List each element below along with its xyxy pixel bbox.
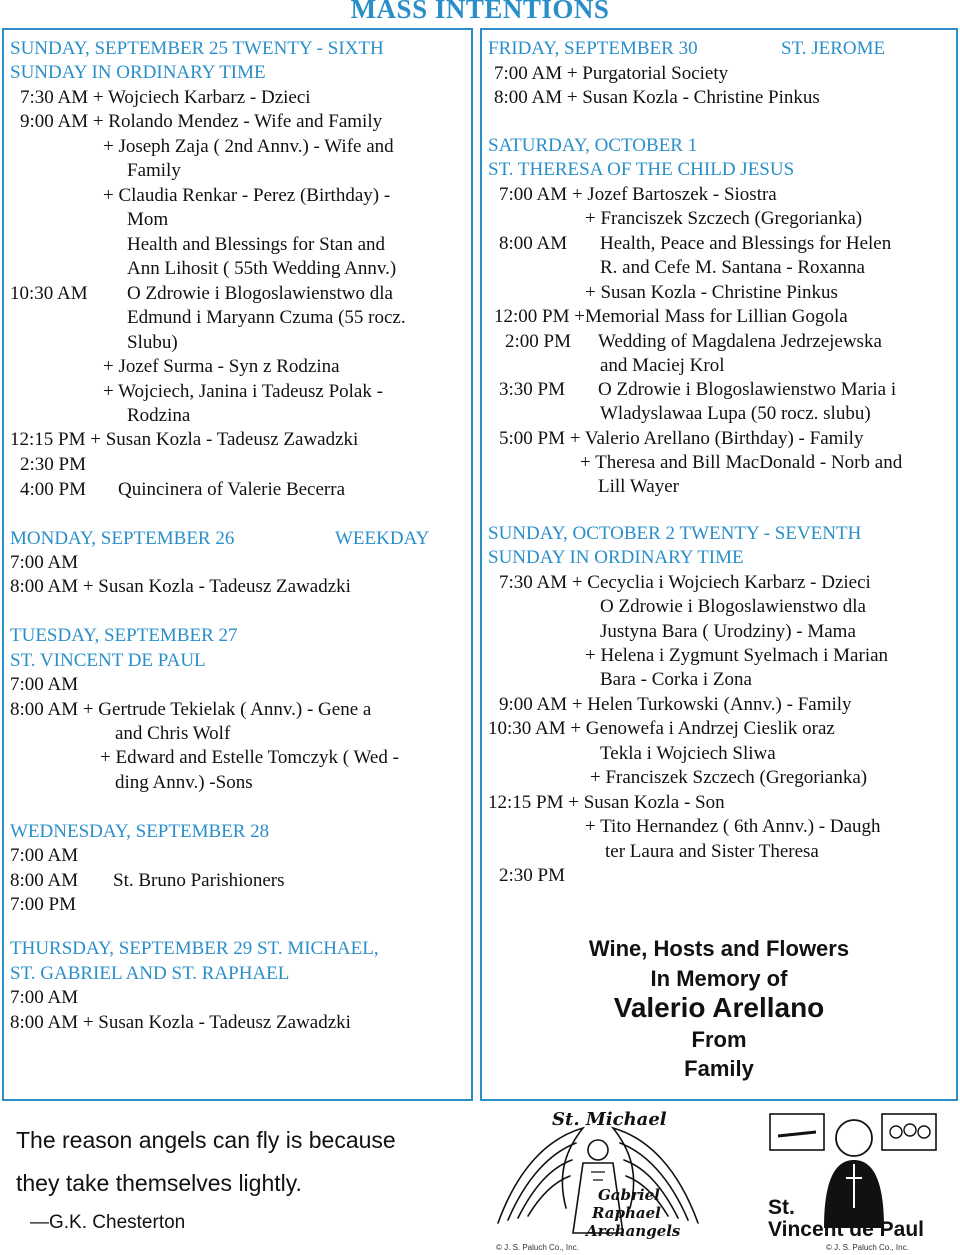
mass-line: Wladyslawaa Lupa (50 rocz. slubu) — [600, 403, 871, 424]
mass-line: O Zdrowie i Blogoslawienstwo dla — [127, 283, 393, 304]
angel-head-icon — [588, 1140, 608, 1160]
mass-line: and Chris Wolf — [115, 723, 231, 744]
mass-line: + Helena i Zygmunt Syelmach i Marian — [585, 645, 889, 666]
quote-author: —G.K. Chesterton — [30, 1212, 186, 1233]
mass-line: Edmund i Maryann Czuma (55 rocz. — [127, 307, 406, 328]
dedication-line: From — [691, 1027, 747, 1052]
copyright-text: © J. S. Paluch Co., Inc. — [496, 1243, 579, 1252]
dedication-line: Wine, Hosts and Flowers — [588, 936, 850, 961]
mass-line: 7:30 AM + Wojciech Karbarz - Dzieci — [20, 87, 311, 108]
day-heading: THURSDAY, SEPTEMBER 29 ST. MICHAEL, — [10, 938, 379, 959]
clipart-label: Archangels — [586, 1222, 681, 1240]
day-heading: FRIDAY, SEPTEMBER 30 — [488, 38, 698, 59]
mass-line: O Zdrowie i Blogoslawienstwo dla — [600, 596, 866, 617]
mass-time: 4:00 PM — [20, 479, 86, 500]
mass-line: + Jozef Surma - Syn z Rodzina — [103, 356, 340, 377]
mass-line: 7:00 AM + Jozef Bartoszek - Siostra — [499, 184, 777, 205]
dedication-line: Family — [684, 1056, 754, 1081]
mass-line: 8:00 AM + Susan Kozla - Tadeusz Zawadzki — [10, 1012, 351, 1033]
mass-line: 7:00 AM + Purgatorial Society — [494, 63, 729, 84]
dedication-name: Valerio Arellano — [613, 992, 825, 1023]
mass-line: O Zdrowie i Blogoslawienstwo Maria i — [598, 379, 897, 400]
day-heading: ST. GABRIEL AND ST. RAPHAEL — [10, 963, 290, 984]
mass-line: 12:15 PM + Susan Kozla - Son — [488, 792, 725, 813]
mass-line: Slubu) — [127, 332, 178, 353]
day-heading: SUNDAY, SEPTEMBER 25 TWENTY - SIXTH — [10, 38, 384, 59]
mass-line: Health, Peace and Blessings for Helen — [600, 233, 892, 254]
mass-line: Ann Lihosit ( 55th Wedding Annv.) — [127, 258, 397, 279]
day-heading: ST. VINCENT DE PAUL — [10, 650, 206, 671]
clipart-label: Vincent de Paul — [768, 1218, 924, 1241]
mass-time: 2:00 PM — [505, 331, 571, 352]
mass-line: + Susan Kozla - Christine Pinkus — [585, 282, 838, 303]
mass-time: 7:00 AM — [10, 845, 79, 866]
mass-line: ding Annv.) -Sons — [115, 772, 253, 793]
mass-line: + Franciszek Szczech (Gregorianka) — [585, 208, 863, 229]
saint-head-icon — [836, 1120, 872, 1156]
clipart-label: St. — [768, 1196, 795, 1219]
mass-line: 5:00 PM + Valerio Arellano (Birthday) - Family — [499, 428, 864, 449]
day-heading: SUNDAY IN ORDINARY TIME — [10, 62, 266, 83]
mass-line: Tekla i Wojciech Sliwa — [600, 743, 776, 764]
mass-line: Health and Blessings for Stan and — [127, 234, 386, 255]
mass-time: 8:00 AM — [499, 233, 568, 254]
dedication-line: In Memory of — [650, 966, 788, 991]
clipart-label: Gabriel — [598, 1186, 660, 1204]
mass-line: 12:15 PM + Susan Kozla - Tadeusz Zawadzki — [10, 429, 359, 450]
mass-time: 7:00 AM — [10, 987, 79, 1008]
mass-line: Lill Wayer — [598, 476, 679, 497]
mass-line: 8:00 AM + Susan Kozla - Christine Pinkus — [494, 87, 820, 108]
mass-line: 8:00 AM + Susan Kozla - Tadeusz Zawadzki — [10, 576, 351, 597]
mass-line: + Joseph Zaja ( 2nd Annv.) - Wife and — [103, 136, 394, 157]
mass-line: 7:30 AM + Cecyclia i Wojciech Karbarz - Dzieci — [499, 572, 871, 593]
mass-time: 7:00 PM — [10, 894, 76, 915]
mass-line: St. Bruno Parishioners — [113, 870, 285, 891]
mass-line: 10:30 AM + Genowefa i Andrzej Cieslik oraz — [488, 718, 835, 739]
mass-time: 7:00 AM — [10, 674, 79, 695]
mass-line: + Edward and Estelle Tomczyk ( Wed - — [100, 747, 399, 768]
mass-line: Bara - Corka i Zona — [600, 669, 752, 690]
quote-line: The reason angels can fly is because — [16, 1127, 396, 1153]
mass-line: R. and Cefe M. Santana - Roxanna — [600, 257, 865, 278]
mass-line: and Maciej Krol — [600, 355, 725, 376]
mass-line: + Wojciech, Janina i Tadeusz Polak - — [103, 381, 383, 402]
mass-line: Justyna Bara ( Urodziny) - Mama — [600, 621, 856, 642]
mass-time: 7:00 AM — [10, 552, 79, 573]
day-heading: SUNDAY IN ORDINARY TIME — [488, 547, 744, 568]
mass-line: + Franciszek Szczech (Gregorianka) — [590, 767, 868, 788]
mass-line: + Claudia Renkar - Perez (Birthday) - — [103, 185, 391, 206]
day-heading: MONDAY, SEPTEMBER 26 — [10, 528, 235, 549]
mass-line: Mom — [127, 209, 169, 230]
day-heading: WEEKDAY — [335, 528, 430, 549]
mass-line: 8:00 AM + Gertrude Tekielak ( Annv.) - Gene a — [10, 699, 372, 720]
mass-time: 3:30 PM — [499, 379, 565, 400]
copyright-text: © J. S. Paluch Co., Inc. — [826, 1243, 909, 1252]
day-heading: SATURDAY, OCTOBER 1 — [488, 135, 698, 156]
mass-line: Quincinera of Valerie Becerra — [118, 479, 345, 500]
mass-line: 9:00 AM + Rolando Mendez - Wife and Family — [20, 111, 383, 132]
mass-line: Wedding of Magdalena Jedrzejewska — [598, 331, 882, 352]
day-heading: TUESDAY, SEPTEMBER 27 — [10, 625, 238, 646]
clipart-label: Raphael — [592, 1204, 661, 1222]
mass-line: ter Laura and Sister Theresa — [605, 841, 819, 862]
mass-time: 2:30 PM — [499, 865, 565, 886]
day-heading: WEDNESDAY, SEPTEMBER 28 — [10, 821, 270, 842]
day-heading: ST. THERESA OF THE CHILD JESUS — [488, 159, 795, 180]
mass-line: Rodzina — [127, 405, 191, 426]
mass-line: + Tito Hernandez ( 6th Annv.) - Daugh — [585, 816, 881, 837]
mass-line: Family — [127, 160, 181, 181]
mass-time: 10:30 AM — [10, 283, 88, 304]
clipart-title: St. Michael — [552, 1109, 667, 1130]
day-heading: ST. JEROME — [781, 38, 886, 59]
mass-line: 12:00 PM +Memorial Mass for Lillian Gogola — [494, 306, 848, 327]
quote-line: they take themselves lightly. — [16, 1170, 302, 1196]
mass-line: + Theresa and Bill MacDonald - Norb and — [580, 452, 903, 473]
day-heading: SUNDAY, OCTOBER 2 TWENTY - SEVENTH — [488, 523, 862, 544]
mass-time: 8:00 AM — [10, 870, 79, 891]
page-title: MASS INTENTIONS — [350, 0, 610, 24]
mass-line: 9:00 AM + Helen Turkowski (Annv.) - Family — [499, 694, 852, 715]
mass-time: 2:30 PM — [20, 454, 86, 475]
